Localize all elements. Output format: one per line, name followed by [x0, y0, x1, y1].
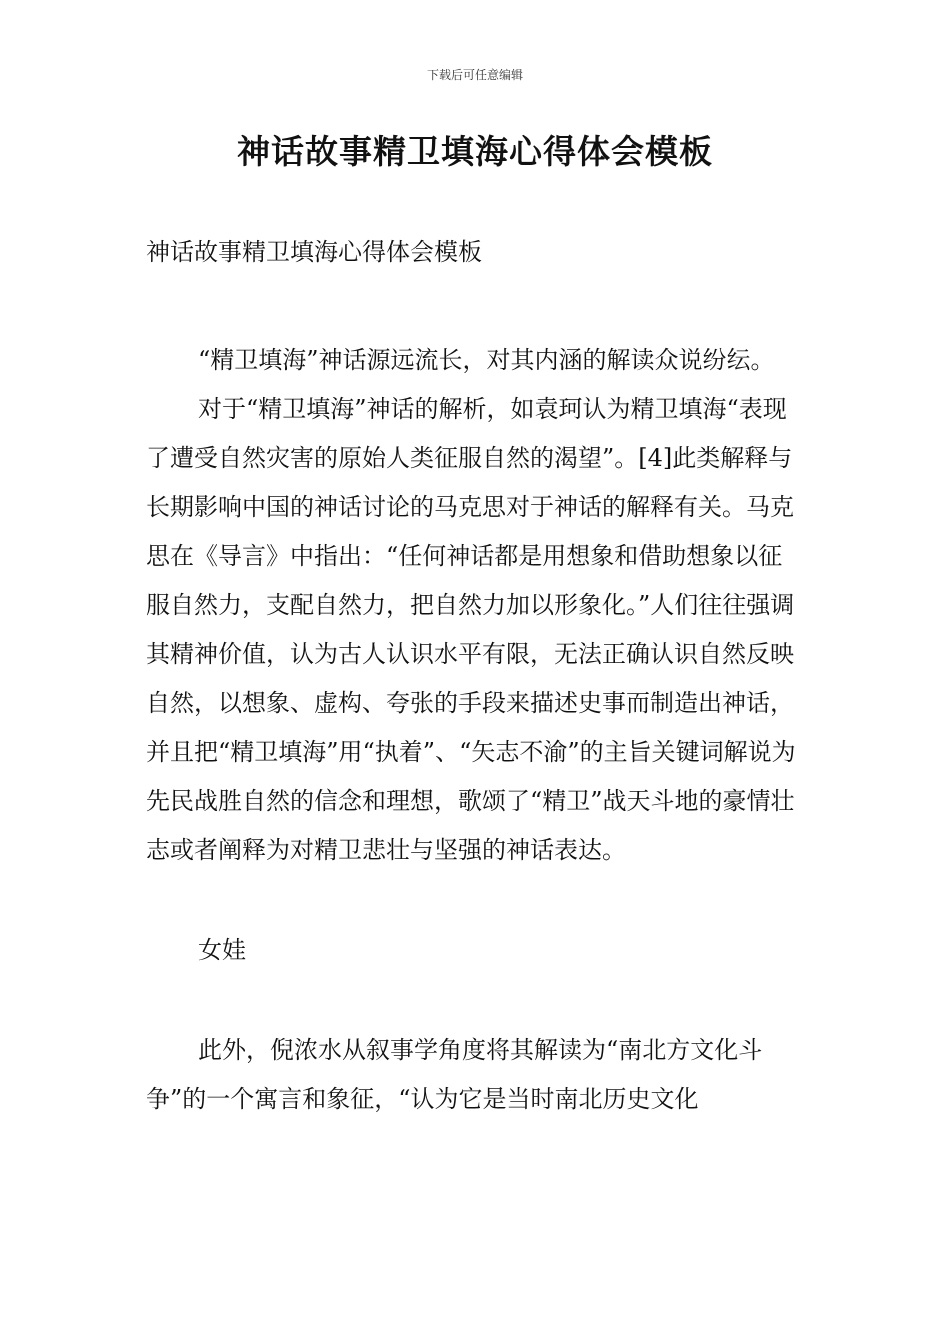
document-title: 神话故事精卫填海心得体会模板: [237, 132, 713, 171]
paragraph-interpretation: 对于“精卫填海”神话的解析，如袁珂认为精卫填海“表现了遭受自然灾害的原始人类征服自然的渴望”。[4]此类解释与长期影响中国的神话讨论的马克思对于神话的解释有关。马克思在《导言》中指出：“任何神话都是用想象和借助想象以征服自然力，支配自然力，把自然力加以形象化。”人们往往强调其精神价值，认为古人认识水平有限，无法正确认识自然反映自然，以想象、虚构、夸张的手段来描述史事而制造出神话，并且把“精卫填海”用“执着”、“矢志不渝”的主旨关键词解说为先民战胜自然的信念和理想，歌颂了“精卫”战天斗地的豪情壮志或者阐释为对精卫悲壮与坚强的神话表达。: [146, 395, 796, 864]
paragraph-intro: “精卫填海”神话源远流长，对其内涵的解读众说纷纭。: [198, 346, 775, 374]
paragraph-narratology: 此外，倪浓水从叙事学角度将其解读为“南北方文化斗争”的一个寓言和象征，“认为它是当时南北历史文化: [146, 1036, 763, 1113]
document-subtitle: 神话故事精卫填海心得体会模板: [146, 238, 482, 266]
paragraph-nuwa: 女娃: [198, 936, 246, 964]
header-note: 下载后可任意编辑: [426, 68, 523, 82]
document-body: [146, 228, 806, 1124]
